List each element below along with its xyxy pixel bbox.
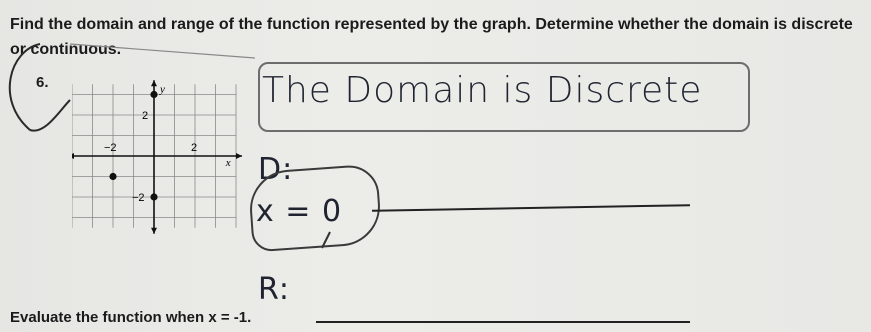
graph-point <box>150 193 157 200</box>
evaluate-answer-line <box>316 321 690 323</box>
domain-value: x = 0 <box>256 194 343 229</box>
y-axis-label: y <box>160 83 165 96</box>
x-axis-arrow <box>72 153 74 159</box>
domain-label: D: <box>258 152 294 187</box>
y-axis-arrow <box>151 228 157 234</box>
pen-arc <box>0 40 270 140</box>
x-axis-arrow <box>236 153 242 159</box>
tick-label-y-2: 2 <box>142 110 149 122</box>
tick-label-y-neg2: −2 <box>132 192 145 204</box>
tick-label-x-2: 2 <box>191 142 198 154</box>
tick-label-x-neg2: −2 <box>104 142 117 154</box>
question-title: Find the domain and range of the function represented by the graph. Determine whether the domain is discrete or continuous. <box>10 16 853 58</box>
graph-point <box>109 173 116 180</box>
x-axis-label: x <box>225 157 231 169</box>
question-number: 6. <box>36 74 49 91</box>
pen-stroke <box>318 228 338 250</box>
range-label: R: <box>258 272 291 307</box>
handwritten-answer: The Domain is Discrete <box>262 70 703 111</box>
evaluate-prompt: Evaluate the function when x = -1. <box>10 309 252 326</box>
